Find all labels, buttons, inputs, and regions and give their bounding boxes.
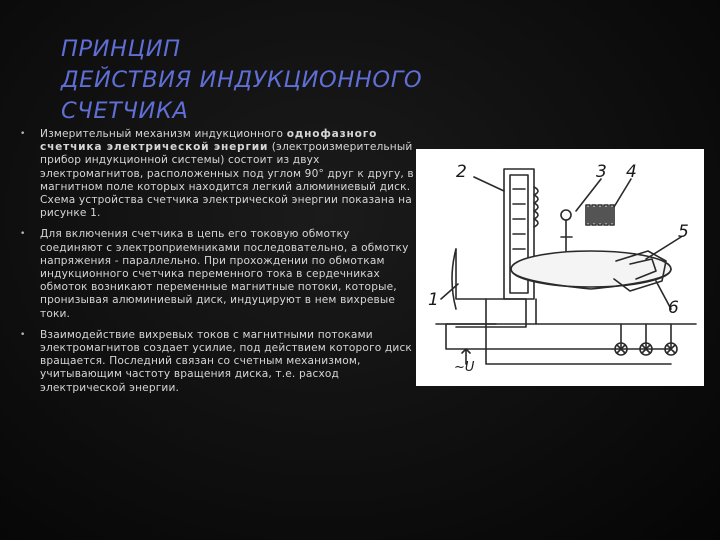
bullet-1-text-bold: однофазного счетчика электрической энергии: [40, 128, 378, 154]
bullet-1-text-pre: Измерительный механизм индукционного: [40, 128, 287, 140]
bullet-item-1: [20, 128, 415, 220]
bullet-item-3: [20, 329, 415, 395]
title-line-1: ПРИНЦИП: [61, 36, 181, 62]
bullet-3-text: Взаимодействие вихревых токов с магнитными потоками электромагнитов создает усилие, под действием которого диск вращается. Последний связан со счетным механизмом, учитывающим частоту вращения диска, т.е. расход электрической энергии.: [40, 328, 412, 394]
circuit-wiring: [446, 299, 671, 364]
slide-title: [61, 34, 581, 127]
figure-label-6: 6: [668, 298, 679, 318]
meter-schematic-figure: [416, 149, 704, 386]
figure-label-4: 4: [626, 162, 637, 182]
title-line-3: СЧЕТЧИКА: [61, 98, 189, 124]
title-line-2: ДЕЙСТВИЯ ИНДУКЦИОННОГО: [61, 67, 423, 93]
bullet-marker: •: [20, 229, 26, 240]
figure-label-3: 3: [596, 162, 607, 182]
bullet-marker: •: [20, 329, 26, 340]
bullet-1-text-post: (электроизмерительный прибор индукционной системы) состоит из двух электромагнитов, расположенных под углом 90° друг к другу, в магнитном поле которых находится легкий алюминиевый диск. Схема устройства счетчика электрической энергии показана на рисунке 1.: [40, 141, 414, 220]
bullet-list: [20, 128, 415, 403]
figure-supply-label: ~U: [454, 360, 475, 375]
meter-schematic-drawing: [416, 149, 704, 386]
bullet-2-text: Для включения счетчика в цепь его токовую обмотку соединяют с электроприемниками последовательно, а обмотку напряжения - параллельно. При прохождении по обмоткам индукционного счетчика переменного тока в сердечниках обмоток возникают переменные магнитные потоки, которые, пронизывая алюминиевый диск, индуцируют в нем вихревые токи.: [40, 228, 409, 320]
bullet-item-2: [20, 228, 415, 320]
figure-label-1: 1: [428, 290, 439, 310]
current-coil-core: [456, 249, 526, 327]
bullet-marker: •: [20, 129, 26, 139]
figure-label-2: 2: [456, 162, 467, 182]
figure-label-5: 5: [678, 222, 689, 242]
